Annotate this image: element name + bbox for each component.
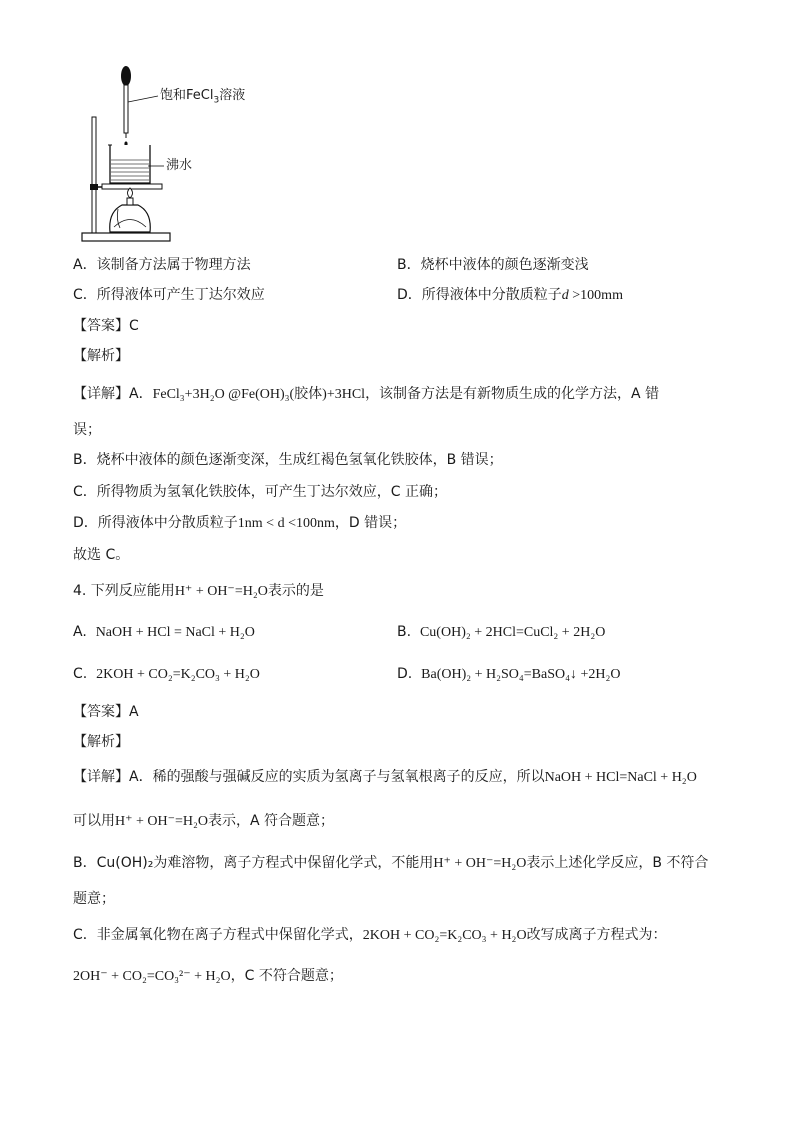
q4-option-a: A. NaOH + HCl = NaCl + H₂O (73, 624, 255, 640)
q3-detail-c: C．所得物质为氢氧化铁胶体，可产生丁达尔效应，C 正确； (73, 484, 447, 500)
alcohol-lamp (110, 205, 151, 232)
q3-option-a: A．该制备方法属于物理方法 (73, 257, 251, 273)
q3-option-c: C．所得液体可产生丁达尔效应 (73, 287, 265, 303)
q3-detail-a: 【详解】A．FeCl₃+3H₂O @Fe(OH)₃(胶体)+3HCl，该制备方法是有新物质生成的化学方法，A 错 (73, 386, 660, 402)
q4-stem: 4. 下列反应能用H⁺ + OH⁻=H₂O表示的是 (73, 583, 324, 599)
label-boiling-water: 沸水 (166, 158, 193, 173)
q3-option-b: B．烧杯中液体的颜色逐渐变浅 (397, 257, 589, 273)
q4-option-b: B. Cu(OH)₂ + 2HCl=CuCl₂ + 2H₂O (397, 624, 606, 640)
q3-detail-b: B．烧杯中液体的颜色逐渐变深，生成红褐色氢氧化铁胶体，B 错误； (73, 452, 503, 468)
dropper-bulb (121, 66, 131, 86)
q3-option-d: D．所得液体中分散质粒子d >100mm (397, 287, 623, 303)
q3-conclusion: 故选 C。 (73, 547, 130, 563)
stand-base (82, 233, 170, 241)
q4-detail-c: C．非金属氧化物在离子方程式中保留化学式，2KOH + CO₂=K₂CO₃ + H₂O改写成离子方程式为： (73, 927, 667, 943)
q4-option-c: C. 2KOH + CO₂=K₂CO₃ + H₂O (73, 666, 260, 682)
q3-analysis-label: 【解析】 (73, 348, 129, 364)
label-saturated-solution: 饱和FeCl$_3$溶液 (160, 88, 246, 106)
q3-detail-d: D．所得液体中分散质粒子1nm < d <100nm，D 错误； (73, 515, 407, 531)
q4-detail-c2: 2OH⁻ + CO₂=CO₃²⁻ + H₂O，C 不符合题意； (73, 968, 343, 984)
q4-detail-a2: 可以用H⁺ + OH⁻=H₂O表示，A 符合题意； (73, 813, 335, 829)
q4-detail-b: B．Cu(OH)₂为难溶物，离子方程式中保留化学式，不能用H⁺ + OH⁻=H₂O表示上述化学反应，B 不符合 (73, 855, 709, 871)
stand-rod (92, 117, 96, 237)
q3-detail-a-cont: 误； (73, 422, 101, 438)
q3-answer: 【答案】C (73, 318, 139, 334)
q4-analysis-label: 【解析】 (73, 734, 129, 750)
q4-option-d: D. Ba(OH)₂ + H₂SO₄=BaSO₄↓ +2H₂O (397, 666, 621, 682)
q4-answer: 【答案】A (73, 704, 139, 720)
q4-detail-a: 【详解】A．稀的强酸与强碱反应的实质为氢离子与氢氧根离子的反应，所以NaOH + HCl=NaCl + H₂O (73, 769, 697, 785)
q4-detail-b-cont: 题意； (73, 891, 115, 907)
dropper-tube (124, 85, 128, 133)
gauze (102, 184, 162, 189)
